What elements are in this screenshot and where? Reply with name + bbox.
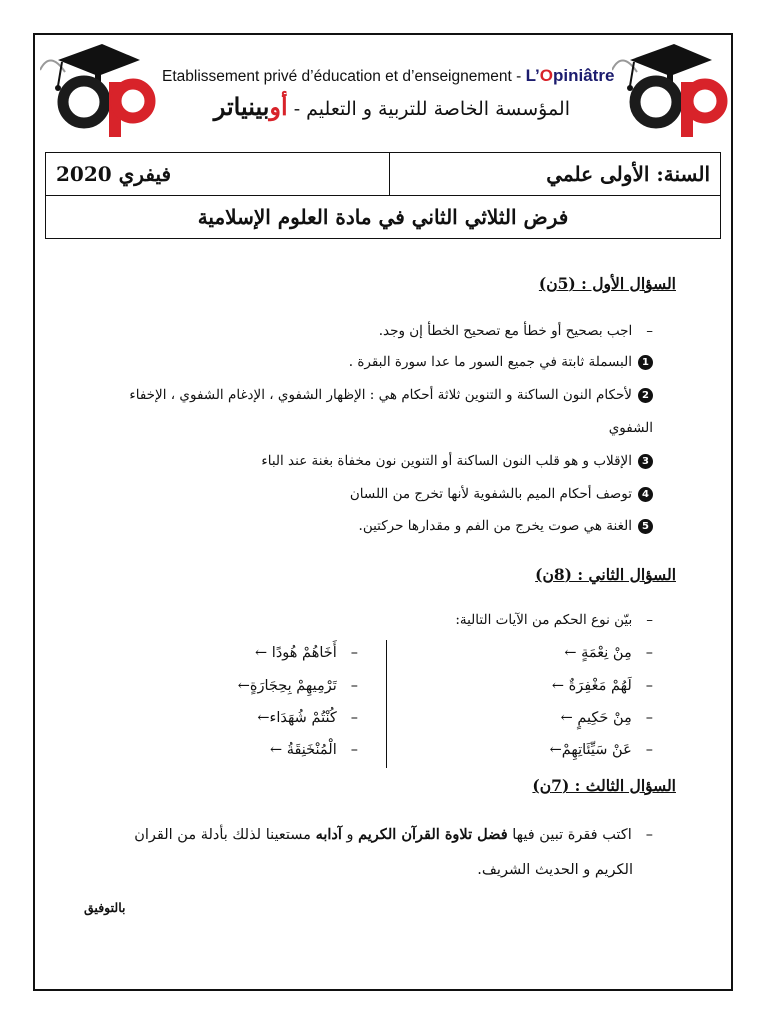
verse-text: تَرْمِيهِمْ بِحِجَارَةٍ←: [237, 678, 337, 694]
q1-item-5: [359, 518, 653, 534]
verse-text: كُنْتُمْ شُهَدَاء←: [257, 710, 337, 726]
q2-left-2: –تَرْمِيهِمْ بِحِجَارَةٍ←: [237, 678, 358, 694]
q3-text-after: مستعينا لذلك بأدلة من القران: [134, 827, 316, 843]
q3-text-cont: الكريم و الحديث الشريف.: [477, 862, 633, 878]
q1-item-text: الغنة هي صوت يخرج من الفم و مقدارها حركتين.: [358, 518, 632, 534]
verse-text: عَنْ سَيِّئَاتِهِمْ←: [549, 742, 632, 758]
q1-item-text: لأحكام النون الساكنة و التنوين ثلاثة أحكام هي : الإظهار الشفوي ، الإدغام الشفوي ، الإخفاء: [129, 387, 632, 403]
header-arabic-line: [200, 92, 570, 121]
q1-instruction: –اجب بصحيح أو خطأ مع تصحيح الخطأ إن وجد.: [378, 323, 653, 339]
op-logo-right: [612, 42, 730, 137]
q1-item-2: [129, 387, 653, 403]
info-table: [45, 152, 721, 239]
q2-right-1: –مِنْ نِعْمَةٍ ←: [564, 645, 653, 661]
verse-text: أَخَاهُمْ هُودًا ←: [255, 645, 337, 661]
q2-instruction-text: بيّن نوع الحكم من الآيات التالية:: [455, 612, 633, 628]
french-text: Etablissement privé d’éducation et d’enseignement -: [162, 68, 526, 85]
q3-heading: السؤال الثالث : (7ن): [532, 776, 676, 795]
q3-text-bold1: فضل تلاوة القرآن الكريم: [358, 826, 508, 843]
q1-item-2-cont: الشفوي: [608, 420, 653, 436]
q1-item-4: [350, 486, 653, 502]
verse-text: الْمُنْخَنِقَةُ ←: [269, 742, 337, 758]
num-badge: 1: [638, 355, 653, 370]
q1-item-text: توصف أحكام الميم بالشفوية لأنها تخرج من اللسان: [349, 486, 632, 502]
q1-instruction-text: اجب بصحيح أو خطأ مع تصحيح الخطأ إن وجد.: [378, 323, 633, 339]
header-french-line: [162, 66, 622, 86]
q2-instruction: –بيّن نوع الحكم من الآيات التالية:: [455, 612, 653, 628]
q3-text: –اكتب فقرة تبين فيها فضل تلاوة القرآن الكريم و آدابه مستعينا لذلك بأدلة من القران: [134, 826, 653, 843]
arabic-brand-red: أو: [269, 92, 288, 121]
q2-right-3: –مِنْ حَكِيمٍ ←: [560, 710, 653, 726]
arabic-brand: [214, 92, 288, 121]
brand-rest: piniâtre: [553, 66, 615, 85]
arabic-brand-rest: بينياتر: [213, 92, 270, 121]
num-badge: 2: [638, 388, 653, 403]
verse-text: مِنْ حَكِيمٍ ←: [560, 710, 632, 726]
verse-text: مِنْ نِعْمَةٍ ←: [564, 645, 632, 661]
num-badge: 3: [638, 454, 653, 469]
verse-text: لَهُمْ مَغْفِرَةٌ ←: [551, 678, 632, 694]
q3-text-mid: و: [341, 827, 359, 843]
school-year: السنة: الأولى علمي: [390, 153, 721, 196]
q1-item-3: [261, 453, 653, 469]
q2-left-4: –الْمُنْخَنِقَةُ ←: [269, 742, 358, 758]
french-brand: [526, 66, 615, 85]
q3-text-bold2: آدابه: [315, 826, 342, 843]
exam-title: فرض الثلاثي الثاني في مادة العلوم الإسلامية: [46, 196, 721, 239]
q2-right-4: –عَنْ سَيِّئَاتِهِمْ←: [549, 742, 653, 758]
q1-item-text: البسملة ثابتة في جميع السور ما عدا سورة البقرة .: [348, 354, 632, 370]
closing-text: بالتوفيق: [84, 900, 126, 915]
q2-left-1: –أَخَاهُمْ هُودًا ←: [255, 645, 358, 661]
num-badge: 5: [638, 519, 653, 534]
brand-l: L’: [525, 66, 540, 85]
q2-heading: السؤال الثاني : (8ن): [535, 565, 676, 584]
exam-date: فيفري 2020: [46, 153, 390, 196]
q1-heading: السؤال الأول : (5ن): [538, 274, 676, 293]
q1-item-1: [349, 354, 653, 370]
column-divider: [386, 640, 387, 768]
brand-o: O: [539, 66, 554, 85]
arabic-text: المؤسسة الخاصة للتربية و التعليم -: [287, 98, 570, 120]
op-logo-left: [40, 42, 158, 137]
q3-text-before: اكتب فقرة تبين فيها: [507, 827, 632, 843]
num-badge: 4: [638, 487, 653, 502]
q1-item-text: الإقلاب و هو قلب النون الساكنة أو التنوين نون مخفاة بغنة عند الباء: [261, 453, 632, 469]
q2-left-3: –كُنْتُمْ شُهَدَاء←: [257, 710, 358, 726]
q2-right-2: –لَهُمْ مَغْفِرَةٌ ←: [551, 678, 653, 694]
